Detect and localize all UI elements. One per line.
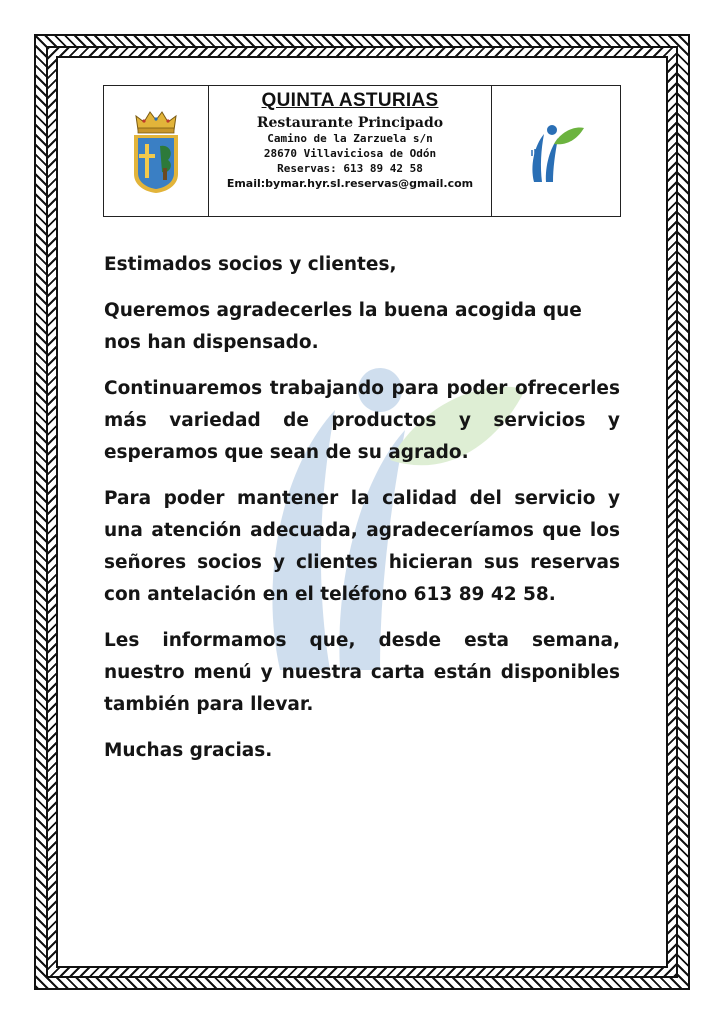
restaurant-subtitle: Restaurante Principado <box>256 115 444 131</box>
letter-paragraph: Continuaremos trabajando para poder ofrecerles más variedad de productos y servicios y esperamos que sean de su agrado. <box>104 378 620 463</box>
reservations-phone: Reservas: 613 89 42 58 <box>277 162 423 175</box>
letterhead-left-logo <box>104 86 209 216</box>
restaurant-fork-leaf-logo-icon <box>524 116 588 186</box>
address-line-1: Camino de la Zarzuela s/n <box>267 132 433 145</box>
letterhead-info <box>209 86 492 216</box>
contact-email: Email:bymar.hyr.sl.reservas@gmail.com <box>226 177 474 190</box>
restaurant-name: QUINTA ASTURIAS <box>261 90 439 111</box>
address-line-2: 28670 Villaviciosa de Odón <box>263 147 437 160</box>
letter-paragraph: Queremos agradecerles la buena acogida que nos han dispensado. <box>104 300 582 353</box>
asturias-coat-of-arms-icon <box>130 108 182 194</box>
letter-paragraph: Para poder mantener la calidad del servicio y una atención adecuada, agradeceríamos que los señores socios y clientes hicieran sus reservas con antelación en el teléfono 613 89 42 58. <box>104 488 620 605</box>
letter-greeting: Estimados socios y clientes, <box>104 254 397 275</box>
letter-closing: Muchas gracias. <box>104 740 273 761</box>
letterhead <box>103 85 621 217</box>
letter-body <box>104 249 620 781</box>
letterhead-right-logo <box>492 86 620 216</box>
letter-paragraph: Les informamos que, desde esta semana, nuestro menú y nuestra carta están disponibles también para llevar. <box>104 630 620 715</box>
